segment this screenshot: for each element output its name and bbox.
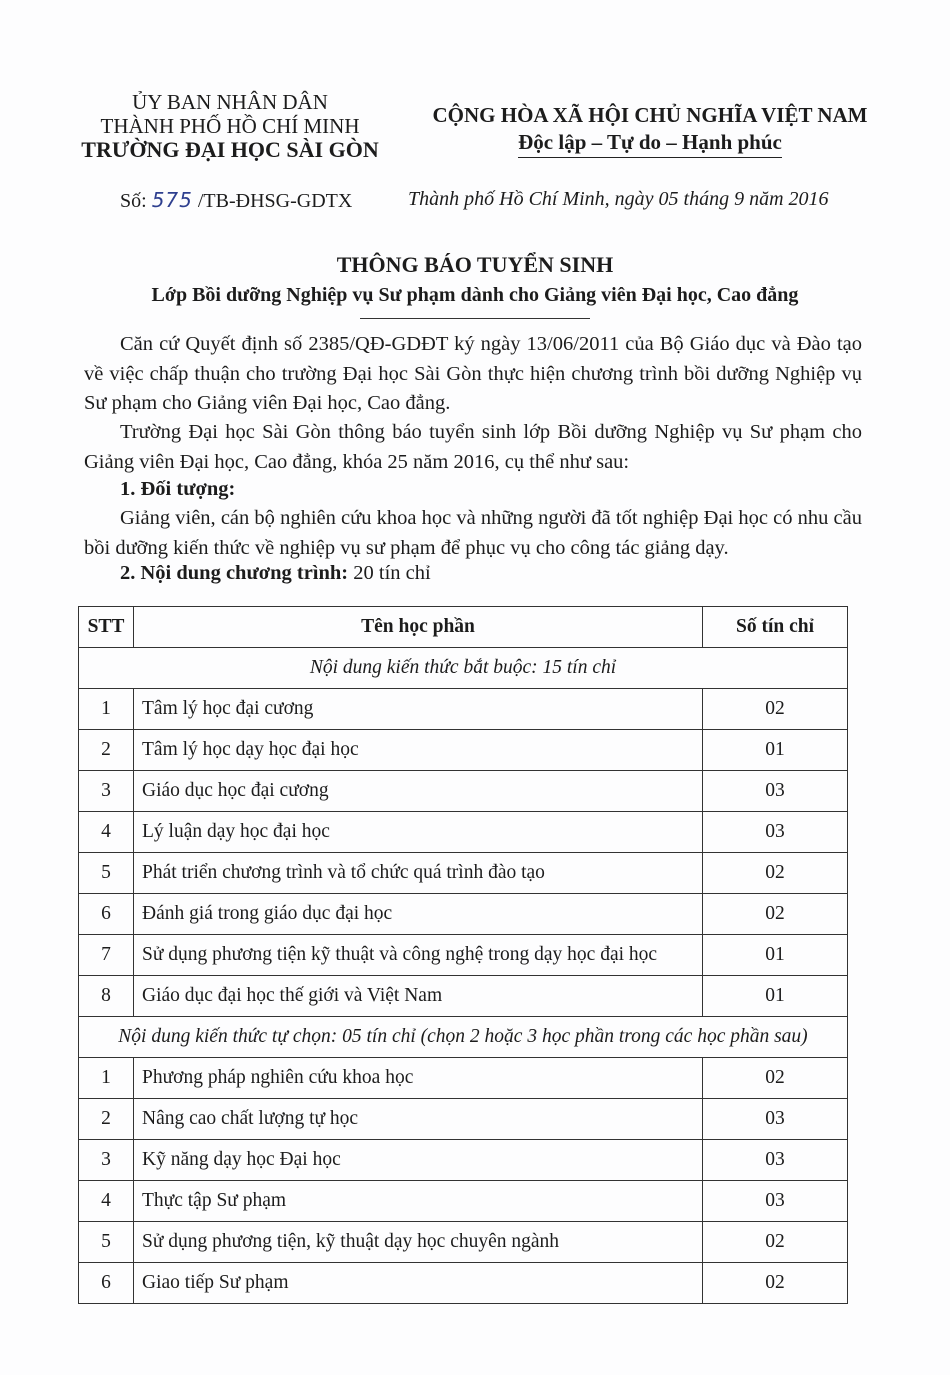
- row-credits: 01: [703, 935, 848, 976]
- paragraph-legal-basis-text: Căn cứ Quyết định số 2385/QĐ-GDĐT ký ngày 13/06/2011 của Bộ Giáo dục và Đào tạo về việc chấp thuận cho trường Đại học Sài Gòn thực hiện chương trình bồi dưỡng Nghiệp vụ Sư phạm cho Giảng viên Đại học, Cao đẳng.: [84, 333, 862, 414]
- table-row: [79, 1263, 848, 1304]
- table-row: [79, 853, 848, 894]
- group-row-elective: [79, 1017, 848, 1058]
- table-row: [79, 935, 848, 976]
- row-stt: 4: [79, 1181, 134, 1222]
- section-1-heading: [120, 478, 235, 501]
- row-stt: 1: [79, 689, 134, 730]
- table-row: [79, 730, 848, 771]
- row-stt: 4: [79, 812, 134, 853]
- paragraph-target-audience: [84, 504, 862, 563]
- table-header-row: [79, 607, 848, 648]
- issuer-line-1: ỦY BAN NHÂN DÂN: [132, 90, 328, 114]
- row-stt: 3: [79, 771, 134, 812]
- section-2-heading: [120, 562, 431, 585]
- reference-handwritten-number: 575: [151, 188, 193, 212]
- row-course-name: Nâng cao chất lượng tự học: [134, 1099, 703, 1140]
- row-course-name: Đánh giá trong giáo dục đại học: [134, 894, 703, 935]
- national-motto: Độc lập – Tự do – Hạnh phúc: [518, 129, 782, 158]
- header-credits: Số tín chỉ: [703, 607, 848, 648]
- row-credits: 02: [703, 894, 848, 935]
- row-credits: 02: [703, 1222, 848, 1263]
- country-name: CỘNG HÒA XÃ HỘI CHỦ NGHĨA VIỆT NAM: [432, 103, 868, 127]
- row-credits: 03: [703, 771, 848, 812]
- row-course-name: Giao tiếp Sư phạm: [134, 1263, 703, 1304]
- table-row: [79, 812, 848, 853]
- row-credits: 03: [703, 1140, 848, 1181]
- row-stt: 3: [79, 1140, 134, 1181]
- row-credits: 02: [703, 689, 848, 730]
- header-stt: STT: [79, 607, 134, 648]
- document-subtitle: Lớp Bồi dưỡng Nghiệp vụ Sư phạm dành cho Giảng viên Đại học, Cao đẳng: [151, 284, 799, 306]
- issuer-line-2: THÀNH PHỐ HỒ CHÍ MINH: [100, 114, 360, 138]
- table-row: [79, 1058, 848, 1099]
- table-row: [79, 976, 848, 1017]
- row-stt: 2: [79, 1099, 134, 1140]
- paragraph-announcement: [84, 418, 862, 477]
- row-credits: 01: [703, 730, 848, 771]
- row-course-name: Tâm lý học dạy học đại học: [134, 730, 703, 771]
- issuer-name: TRƯỜNG ĐẠI HỌC SÀI GÒN: [81, 137, 379, 162]
- row-course-name: Phát triển chương trình và tổ chức quá trình đào tạo: [134, 853, 703, 894]
- group-required-label: Nội dung kiến thức bắt buộc: 15 tín chỉ: [79, 648, 848, 689]
- issue-date: Thành phố Hồ Chí Minh, ngày 05 tháng 9 năm 2016: [408, 188, 829, 210]
- row-course-name: Giáo dục đại học thế giới và Việt Nam: [134, 976, 703, 1017]
- row-course-name: Sử dụng phương tiện kỹ thuật và công nghệ trong dạy học đại học: [134, 935, 703, 976]
- paragraph-target-audience-text: Giảng viên, cán bộ nghiên cứu khoa học và những người đã tốt nghiệp Đại học có nhu cầu bồi dưỡng kiến thức về nghiệp vụ sư phạm để phục vụ cho công tác giảng dạy.: [84, 507, 862, 559]
- reference-prefix: Số:: [120, 190, 152, 212]
- section-1-label: 1. Đối tượng:: [120, 478, 236, 500]
- row-course-name: Tâm lý học đại cương: [134, 689, 703, 730]
- reference-suffix: /TB-ĐHSG-GDTX: [192, 190, 353, 212]
- row-stt: 6: [79, 894, 134, 935]
- row-course-name: Sử dụng phương tiện, kỹ thuật dạy học chuyên ngành: [134, 1222, 703, 1263]
- table-row: [79, 1099, 848, 1140]
- row-stt: 6: [79, 1263, 134, 1304]
- row-credits: 02: [703, 1263, 848, 1304]
- row-stt: 2: [79, 730, 134, 771]
- row-credits: 03: [703, 1099, 848, 1140]
- row-stt: 1: [79, 1058, 134, 1099]
- row-course-name: Lý luận dạy học đại học: [134, 812, 703, 853]
- group-elective-label: Nội dung kiến thức tự chọn: 05 tín chỉ (chọn 2 hoặc 3 học phần trong các học phần sau): [79, 1017, 848, 1058]
- row-credits: 01: [703, 976, 848, 1017]
- paragraph-legal-basis: [84, 330, 862, 419]
- table-row: [79, 771, 848, 812]
- row-credits: 02: [703, 853, 848, 894]
- course-table: [78, 606, 848, 1304]
- row-course-name: Kỹ năng dạy học Đại học: [134, 1140, 703, 1181]
- table-row: [79, 1140, 848, 1181]
- section-2-label: 2. Nội dung chương trình:: [120, 562, 349, 584]
- row-credits: 03: [703, 1181, 848, 1222]
- row-stt: 8: [79, 976, 134, 1017]
- row-course-name: Thực tập Sư phạm: [134, 1181, 703, 1222]
- row-stt: 5: [79, 1222, 134, 1263]
- table-row: [79, 1181, 848, 1222]
- paragraph-announcement-text: Trường Đại học Sài Gòn thông báo tuyển sinh lớp Bồi dưỡng Nghiệp vụ Sư phạm cho Giảng viên Đại học, Cao đẳng, khóa 25 năm 2016, cụ thể như sau:: [84, 421, 862, 473]
- table-row: [79, 1222, 848, 1263]
- document-title: THÔNG BÁO TUYỂN SINH: [336, 252, 614, 277]
- table-row: [79, 894, 848, 935]
- section-2-value: 20 tín chỉ: [348, 562, 431, 584]
- issuer-block: [60, 90, 400, 162]
- row-course-name: Giáo dục học đại cương: [134, 771, 703, 812]
- header-course-name: Tên học phần: [134, 607, 703, 648]
- row-credits: 03: [703, 812, 848, 853]
- row-credits: 02: [703, 1058, 848, 1099]
- reference-number: [120, 188, 352, 213]
- row-course-name: Phương pháp nghiên cứu khoa học: [134, 1058, 703, 1099]
- group-row-required: [79, 648, 848, 689]
- row-stt: 5: [79, 853, 134, 894]
- title-underline: [360, 318, 590, 319]
- table-row: [79, 689, 848, 730]
- row-stt: 7: [79, 935, 134, 976]
- national-heading: [410, 102, 890, 158]
